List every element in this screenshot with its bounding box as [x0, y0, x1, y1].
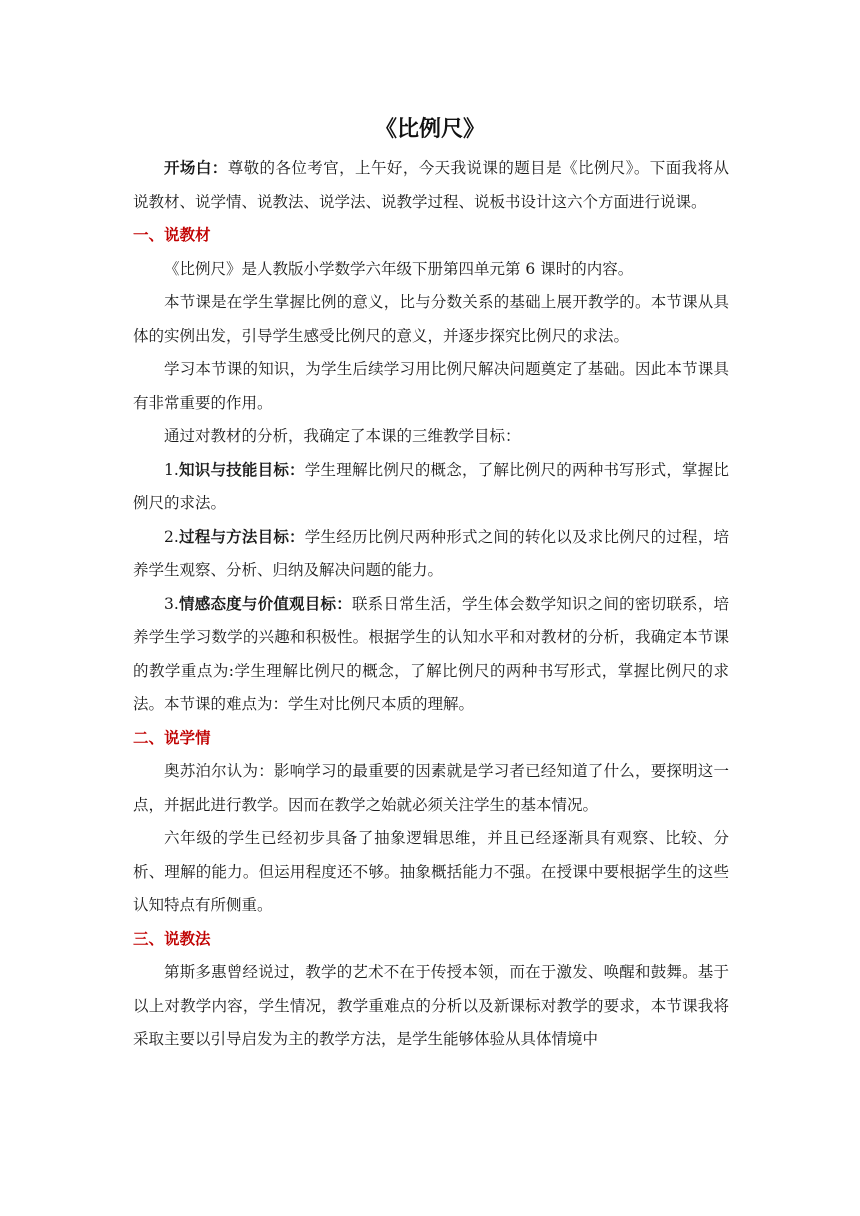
- goal-item: [133, 521, 729, 588]
- teaching-method-paragraph: 第斯多惠曾经说过，教学的艺术不在于传授本领，而在于激发、唤醒和鼓舞。基于以上对教学内容，学生情况，教学重难点的分析以及新课标对教学的要求，本节课我将采取主要以引导启发为主的教学方法，是学生能够体验从具体情境中: [133, 963, 729, 1048]
- intro-text: 尊敬的各位考官，上午好，今天我说课的题目是《比例尺》。下面我将从说教材、说学情、说教法、说学法、说教学过程、说板书设计这六个方面进行说课。: [133, 159, 729, 211]
- textbook-paragraph: 学习本节课的知识，为学生后续学习用比例尺解决问题奠定了基础。因此本节课具有非常重要的作用。: [133, 360, 729, 412]
- intro-paragraph: [133, 152, 729, 219]
- goal-item: [133, 454, 729, 521]
- section-heading-teaching-method: 三、说教法: [133, 929, 211, 948]
- textbook-paragraph: 通过对教材的分析，我确定了本课的三维教学目标：: [164, 427, 521, 445]
- goal-text: 学生经历比例尺两种形式之间的转化以及求比例尺的过程，培养学生观察、分析、归纳及解决问题的能力。: [133, 527, 729, 579]
- goal-label: 情感态度与价值观目标：: [178, 594, 352, 613]
- section-heading-learners: 二、说学情: [133, 728, 211, 747]
- textbook-paragraph: 本节课是在学生掌握比例的意义，比与分数关系的基础上展开教学的。本节课从具体的实例出发，引导学生感受比例尺的意义，并逐步探究比例尺的求法。: [133, 293, 729, 345]
- goal-text: 联系日常生活，学生体会数学知识之间的密切联系，培养学生学习数学的兴趣和积极性。根据学生的认知水平和对教材的分析，我确定本节课的教学重点为:学生理解比例尺的概念，了解比例尺的两种书写形式，掌握比例尺的求法。本节课的难点为：学生对比例尺本质的理解。: [133, 594, 729, 713]
- goal-item: [133, 588, 729, 722]
- document-title: 《比例尺》: [374, 116, 485, 142]
- goal-label: 过程与方法目标：: [178, 527, 305, 546]
- goal-label: 知识与技能目标：: [178, 460, 305, 479]
- goal-number: 1.: [164, 460, 179, 479]
- document-body: [133, 152, 729, 1057]
- learners-paragraph: 奥苏泊尔认为：影响学习的最重要的因素就是学习者已经知道了什么，要探明这一点，并据此进行教学。因而在教学之始就必须关注学生的基本情况。: [133, 762, 729, 814]
- goal-number: 2.: [164, 527, 179, 546]
- intro-label: 开场白：: [164, 159, 228, 177]
- section-heading-textbook: 一、说教材: [133, 226, 211, 244]
- textbook-paragraph: 《比例尺》是人教版小学数学六年级下册第四单元第 6 课时的内容。: [164, 259, 634, 278]
- learners-paragraph: 六年级的学生已经初步具备了抽象逻辑思维，并且已经逐渐具有观察、比较、分析、理解的能力。但运用程度还不够。抽象概括能力不强。在授课中要根据学生的这些认知特点有所侧重。: [133, 829, 729, 914]
- goal-text: 学生理解比例尺的概念，了解比例尺的两种书写形式，掌握比例尺的求法。: [133, 460, 729, 512]
- goal-number: 3.: [164, 594, 179, 613]
